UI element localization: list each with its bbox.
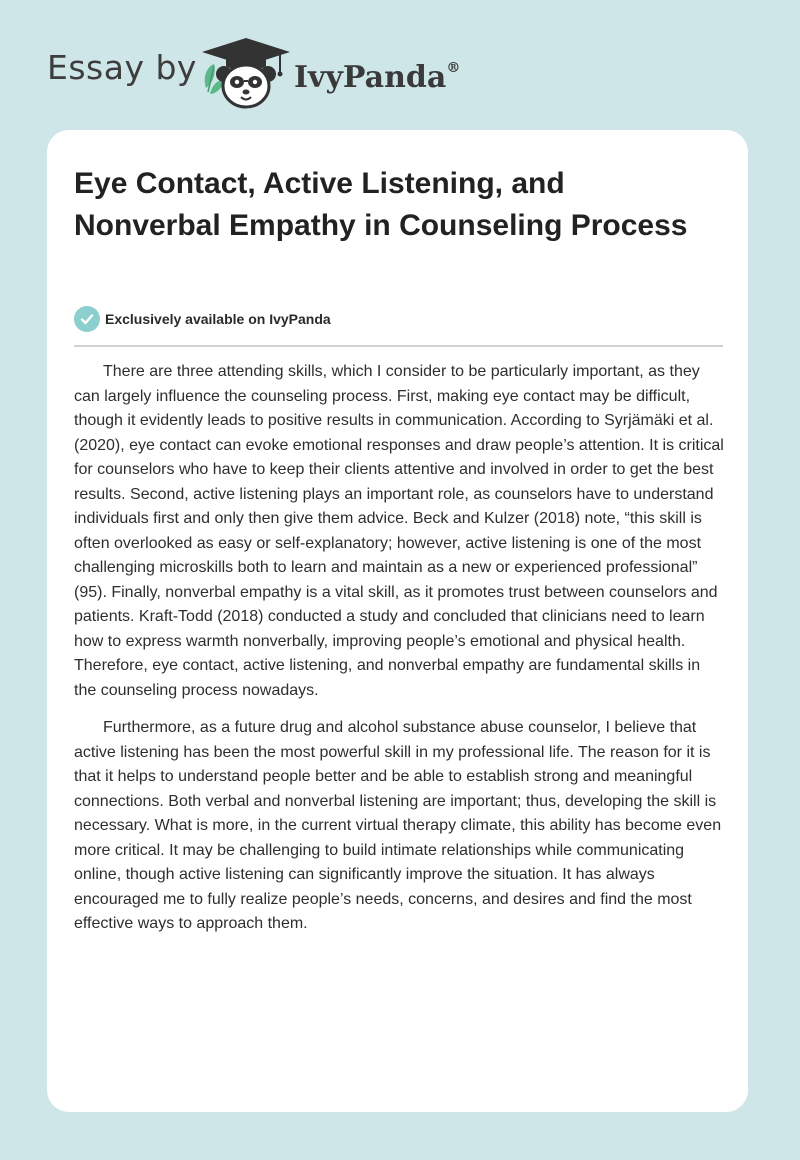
paragraph: There are three attending skills, which I consider to be particularly important, as they can largely influence the counseling process. First, making eye contact may be difficult, though it evidently leads to positive results in communication. According to Syrjämäki et al. (2020), eye contact can evoke emotional responses and draw people’s attention. It is critical for counselors who have to keep their clients attentive and involved in order to get the best results. Second, active listening plays an important role, as counselors have to understand individuals first and only then give them advice. Beck and Kulzer (2018) note, “this skill is often overlooked as easy or self-explanatory; however, active listening is one of the most challenging microskills both to learn and maintain as a new or experienced professional” (95). Finally, nonverbal empathy is a vital skill, as it promotes trust between counselors and patients. Kraft-Todd (2018) conducted a study and concluded that clinicians need to learn how to express warmth nonverbally, improving people’s emotional and physical health. Therefore, eye contact, active listening, and nonverbal empathy are fundamental skills in the counseling process nowadays.	[74, 363, 724, 699]
essay-body	[74, 360, 724, 950]
brand-name	[294, 52, 460, 98]
paragraph: Furthermore, as a future drug and alcohol substance abuse counselor, I believe that active listening has been the most powerful skill in my professional life. The reason for it is that it helps to understand people better and be able to establish strong and meaningful connections. Both verbal and nonverbal listening are important; thus, developing the skill is necessary. What is more, in the current virtual therapy climate, this ability has become even more critical. It may be challenging to build intimate relationships while communicating online, though active listening can significantly improve the situation. It has always encouraged me to fully realize people’s needs, concerns, and desires and find the most effective ways to approach them.	[74, 719, 722, 932]
divider	[74, 345, 723, 347]
brand-label: IvyPanda	[294, 60, 447, 95]
check-icon	[74, 306, 100, 332]
essay-title: Eye Contact, Active Listening, and Nonverbal Empathy in Counseling Process	[74, 167, 688, 242]
essay-by-label: Essay by	[47, 48, 197, 87]
exclusive-badge	[74, 306, 331, 332]
exclusive-badge-label: Exclusively available on IvyPanda	[105, 311, 331, 327]
site-header	[0, 0, 800, 130]
essay-card	[47, 130, 748, 1112]
panda-graduate-icon	[200, 36, 292, 110]
registered-mark: ®	[446, 60, 461, 76]
